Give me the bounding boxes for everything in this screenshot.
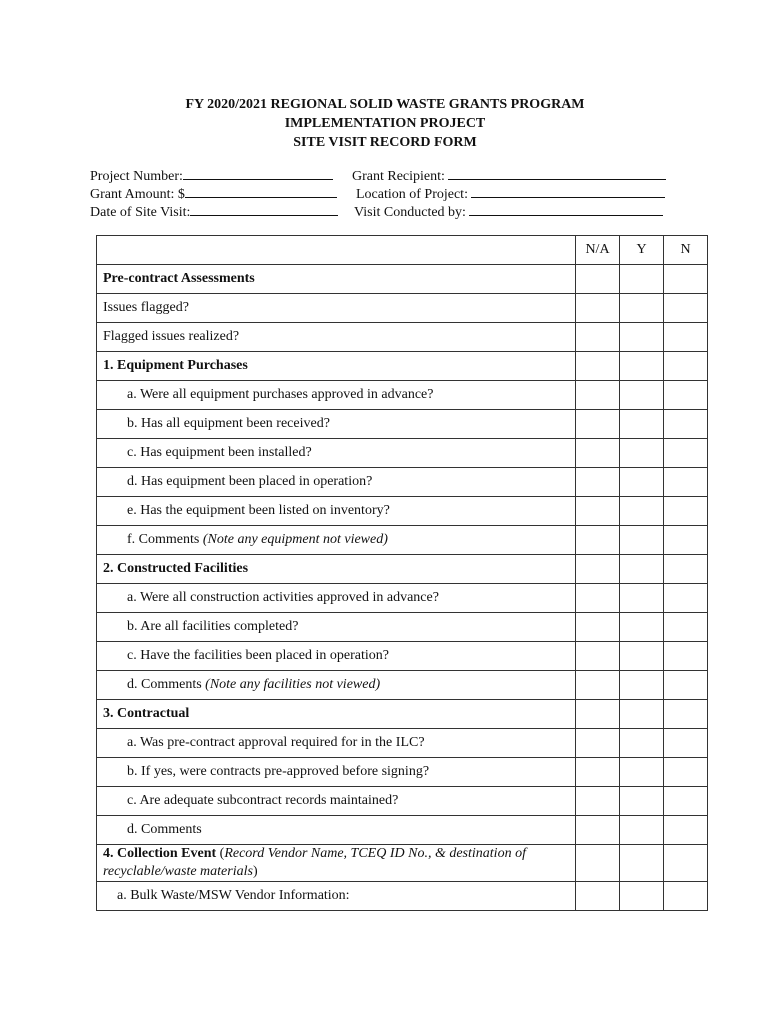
comments-label: d. Comments bbox=[127, 677, 206, 692]
n-cell[interactable] bbox=[664, 526, 708, 555]
location-field[interactable] bbox=[356, 184, 665, 203]
project-number-field[interactable] bbox=[90, 166, 333, 185]
table-row bbox=[97, 497, 708, 526]
title-line-1: FY 2020/2021 REGIONAL SOLID WASTE GRANTS PROGRAM bbox=[185, 97, 585, 112]
table-row bbox=[97, 555, 708, 584]
comments-note: (Note any equipment not viewed) bbox=[202, 532, 388, 547]
na-cell[interactable] bbox=[576, 642, 620, 671]
issues-flagged-label: Issues flagged? bbox=[97, 294, 576, 323]
table-row bbox=[97, 787, 708, 816]
y-cell[interactable] bbox=[620, 526, 664, 555]
flagged-realized-label: Flagged issues realized? bbox=[97, 323, 576, 352]
question-1f bbox=[97, 526, 576, 555]
y-cell[interactable] bbox=[620, 381, 664, 410]
collection-note: Record Vendor Name, TCEQ ID No., & destination of recyclable/waste materials bbox=[103, 846, 526, 879]
question-1d: d. Has equipment been placed in operation? bbox=[97, 468, 576, 497]
n-cell[interactable] bbox=[664, 758, 708, 787]
y-cell[interactable] bbox=[620, 758, 664, 787]
table-row bbox=[97, 294, 708, 323]
na-cell[interactable] bbox=[576, 294, 620, 323]
table-row bbox=[97, 845, 708, 882]
location-line[interactable] bbox=[471, 184, 665, 198]
table-row bbox=[97, 584, 708, 613]
na-cell[interactable] bbox=[576, 381, 620, 410]
y-cell[interactable] bbox=[620, 816, 664, 845]
n-cell[interactable] bbox=[664, 294, 708, 323]
n-cell[interactable] bbox=[664, 410, 708, 439]
date-visit-label: Date of Site Visit: bbox=[90, 205, 191, 220]
title-line-2: IMPLEMENTATION PROJECT bbox=[284, 116, 486, 131]
table-row bbox=[97, 439, 708, 468]
question-4a: a. Bulk Waste/MSW Vendor Information: bbox=[97, 882, 576, 911]
table-row bbox=[97, 352, 708, 381]
na-cell[interactable] bbox=[576, 882, 620, 911]
na-cell[interactable] bbox=[576, 613, 620, 642]
na-cell[interactable] bbox=[576, 410, 620, 439]
na-cell[interactable] bbox=[576, 584, 620, 613]
collection-heading-bold: 4. Collection Event bbox=[103, 846, 217, 861]
question-2b: b. Are all facilities completed? bbox=[97, 613, 576, 642]
n-cell[interactable] bbox=[664, 584, 708, 613]
table-row bbox=[97, 729, 708, 758]
y-cell[interactable] bbox=[620, 439, 664, 468]
y-cell[interactable] bbox=[620, 642, 664, 671]
na-cell[interactable] bbox=[576, 439, 620, 468]
n-cell[interactable] bbox=[664, 555, 708, 584]
na-cell[interactable] bbox=[576, 845, 620, 882]
y-cell[interactable] bbox=[620, 468, 664, 497]
table-row bbox=[97, 265, 708, 294]
y-cell[interactable] bbox=[620, 613, 664, 642]
na-cell[interactable] bbox=[576, 323, 620, 352]
table-row bbox=[97, 468, 708, 497]
collection-close-paren: ) bbox=[252, 864, 258, 879]
n-cell[interactable] bbox=[664, 787, 708, 816]
grant-recipient-label: Grant Recipient: bbox=[352, 169, 445, 184]
question-3d: d. Comments bbox=[97, 816, 576, 845]
n-cell[interactable] bbox=[664, 882, 708, 911]
n-cell[interactable] bbox=[664, 381, 708, 410]
na-cell[interactable] bbox=[576, 758, 620, 787]
col-na-header: N/A bbox=[576, 236, 620, 265]
form-title bbox=[0, 95, 770, 152]
table-row bbox=[97, 882, 708, 911]
n-cell[interactable] bbox=[664, 352, 708, 381]
section-contractual-heading: 3. Contractual bbox=[97, 700, 576, 729]
y-cell[interactable] bbox=[620, 729, 664, 758]
table-row bbox=[97, 671, 708, 700]
table-row bbox=[97, 700, 708, 729]
y-cell[interactable] bbox=[620, 882, 664, 911]
na-cell[interactable] bbox=[576, 265, 620, 294]
na-cell[interactable] bbox=[576, 729, 620, 758]
table-row bbox=[97, 381, 708, 410]
n-cell[interactable] bbox=[664, 439, 708, 468]
question-1e: e. Has the equipment been listed on inventory? bbox=[97, 497, 576, 526]
table-header-row bbox=[97, 236, 708, 265]
conducted-by-field[interactable] bbox=[354, 202, 663, 221]
y-cell[interactable] bbox=[620, 497, 664, 526]
section-facilities-heading: 2. Constructed Facilities bbox=[97, 555, 576, 584]
y-cell[interactable] bbox=[620, 352, 664, 381]
n-cell[interactable] bbox=[664, 497, 708, 526]
date-visit-line[interactable] bbox=[190, 202, 338, 216]
y-cell[interactable] bbox=[620, 294, 664, 323]
section-equipment-heading: 1. Equipment Purchases bbox=[97, 352, 576, 381]
table-row bbox=[97, 323, 708, 352]
section-collection-heading bbox=[97, 845, 576, 882]
question-3a: a. Was pre-contract approval required for in the ILC? bbox=[97, 729, 576, 758]
table-row bbox=[97, 758, 708, 787]
question-3c: c. Are adequate subcontract records maintained? bbox=[97, 787, 576, 816]
location-label: Location of Project: bbox=[356, 187, 468, 202]
grant-recipient-line[interactable] bbox=[448, 166, 666, 180]
question-1a: a. Were all equipment purchases approved in advance? bbox=[97, 381, 576, 410]
comments-label: f. Comments bbox=[127, 532, 203, 547]
y-cell[interactable] bbox=[620, 323, 664, 352]
y-cell[interactable] bbox=[620, 700, 664, 729]
n-cell[interactable] bbox=[664, 468, 708, 497]
y-cell[interactable] bbox=[620, 787, 664, 816]
na-cell[interactable] bbox=[576, 671, 620, 700]
question-1b: b. Has all equipment been received? bbox=[97, 410, 576, 439]
question-1c: c. Has equipment been installed? bbox=[97, 439, 576, 468]
col-n-header: N bbox=[664, 236, 708, 265]
grant-amount-label: Grant Amount: $ bbox=[90, 187, 185, 202]
n-cell[interactable] bbox=[664, 323, 708, 352]
comments-note: (Note any facilities not viewed) bbox=[205, 677, 381, 692]
n-cell[interactable] bbox=[664, 845, 708, 882]
project-number-line[interactable] bbox=[183, 166, 333, 180]
question-2a: a. Were all construction activities approved in advance? bbox=[97, 584, 576, 613]
n-cell[interactable] bbox=[664, 700, 708, 729]
na-cell[interactable] bbox=[576, 497, 620, 526]
question-2d bbox=[97, 671, 576, 700]
na-cell[interactable] bbox=[576, 468, 620, 497]
grant-recipient-field[interactable] bbox=[352, 166, 666, 185]
grant-amount-field[interactable] bbox=[90, 184, 337, 203]
n-cell[interactable] bbox=[664, 816, 708, 845]
na-cell[interactable] bbox=[576, 700, 620, 729]
n-cell[interactable] bbox=[664, 265, 708, 294]
grant-amount-line[interactable] bbox=[185, 184, 337, 198]
conducted-by-label: Visit Conducted by: bbox=[354, 205, 466, 220]
n-cell[interactable] bbox=[664, 671, 708, 700]
question-2c: c. Have the facilities been placed in operation? bbox=[97, 642, 576, 671]
header-blank-cell bbox=[97, 236, 576, 265]
na-cell[interactable] bbox=[576, 555, 620, 584]
collection-open-paren: ( bbox=[216, 846, 225, 861]
na-cell[interactable] bbox=[576, 816, 620, 845]
n-cell[interactable] bbox=[664, 729, 708, 758]
question-3b: b. If yes, were contracts pre-approved before signing? bbox=[97, 758, 576, 787]
pre-contract-heading: Pre-contract Assessments bbox=[97, 265, 576, 294]
table-row bbox=[97, 816, 708, 845]
y-cell[interactable] bbox=[620, 584, 664, 613]
table-row bbox=[97, 526, 708, 555]
y-cell[interactable] bbox=[620, 555, 664, 584]
site-visit-table bbox=[96, 235, 708, 911]
table-row bbox=[97, 613, 708, 642]
na-cell[interactable] bbox=[576, 526, 620, 555]
y-cell[interactable] bbox=[620, 845, 664, 882]
na-cell[interactable] bbox=[576, 352, 620, 381]
na-cell[interactable] bbox=[576, 787, 620, 816]
table-row bbox=[97, 642, 708, 671]
n-cell[interactable] bbox=[664, 613, 708, 642]
conducted-by-line[interactable] bbox=[469, 202, 663, 216]
table-row bbox=[97, 410, 708, 439]
col-y-header: Y bbox=[620, 236, 664, 265]
title-line-3: SITE VISIT RECORD FORM bbox=[293, 135, 477, 150]
n-cell[interactable] bbox=[664, 642, 708, 671]
project-number-label: Project Number: bbox=[90, 169, 183, 184]
y-cell[interactable] bbox=[620, 410, 664, 439]
header-fields bbox=[90, 166, 690, 220]
date-visit-field[interactable] bbox=[90, 202, 338, 221]
y-cell[interactable] bbox=[620, 265, 664, 294]
y-cell[interactable] bbox=[620, 671, 664, 700]
